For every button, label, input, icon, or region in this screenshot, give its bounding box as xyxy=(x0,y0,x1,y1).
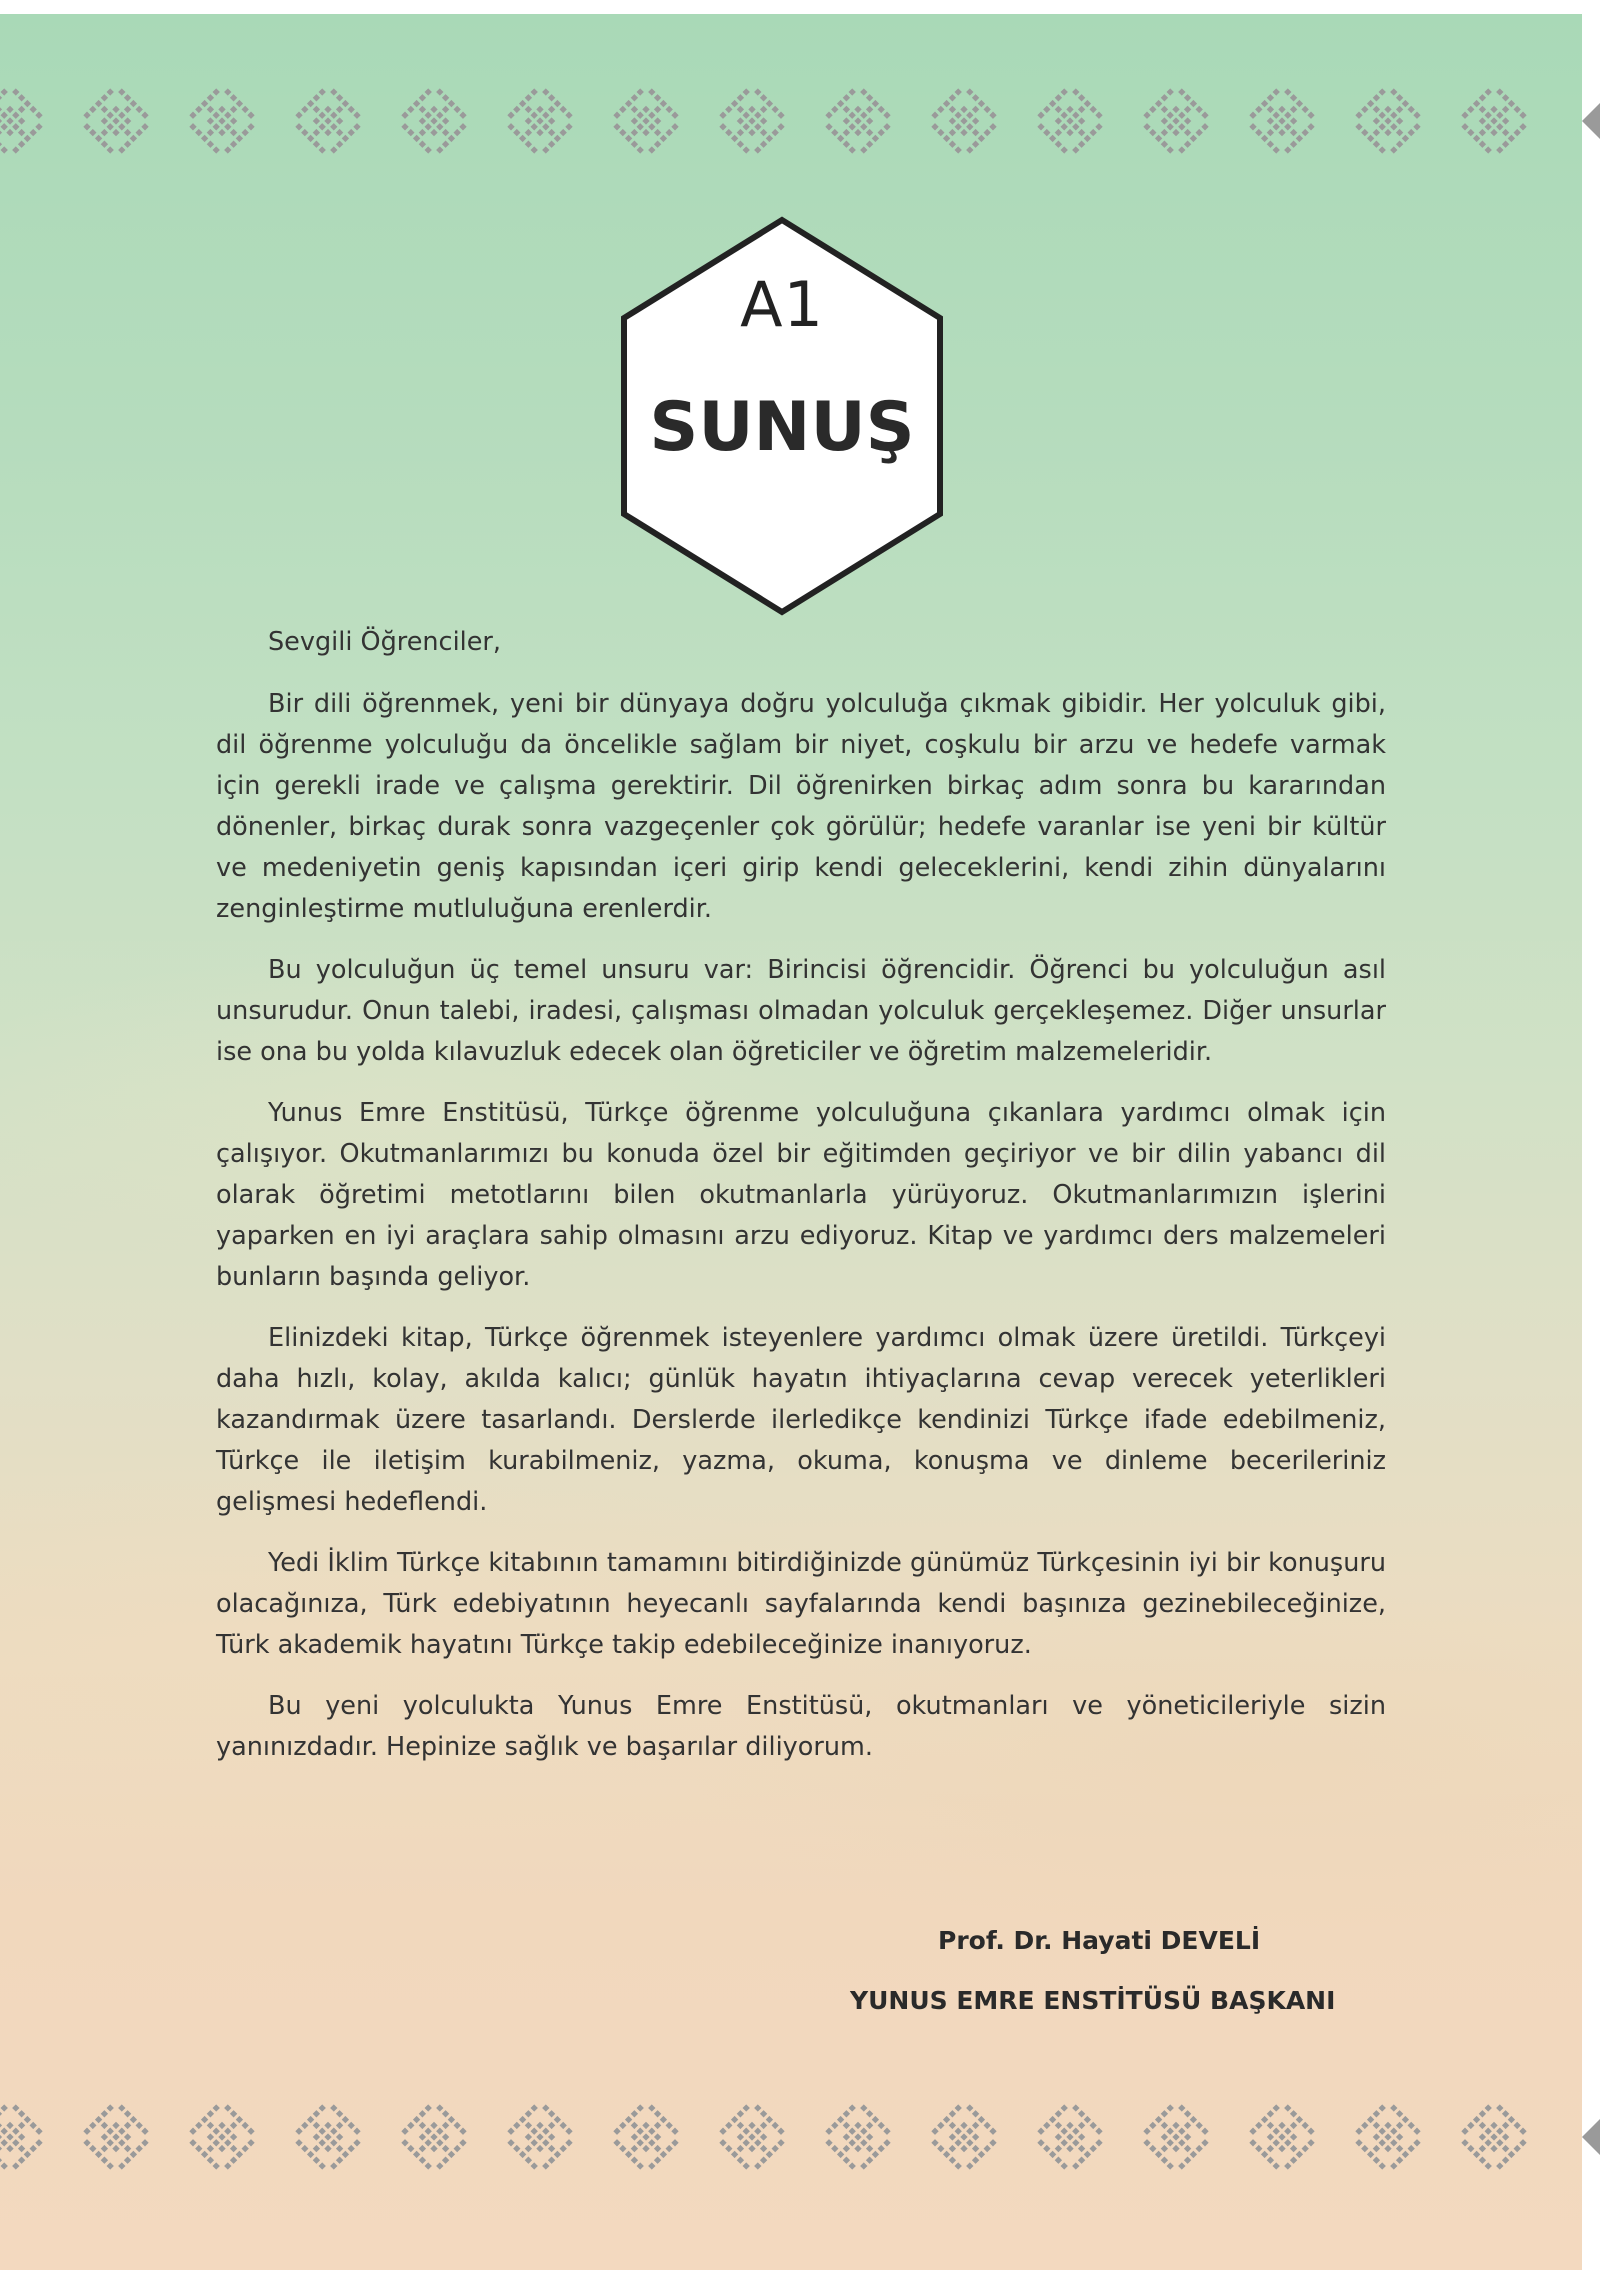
knot-pattern-icon xyxy=(714,83,791,160)
knot-pattern-icon xyxy=(820,83,897,160)
knot-pattern-icon xyxy=(608,83,685,160)
knot-pattern-icon xyxy=(290,2099,367,2176)
paragraph: Bir dili öğrenmek, yeni bir dünyaya doğru yolculuğa çıkmak gibidir. Her yolculuk gibi, dil öğrenme yolculuğu da öncelikle sağlam bir niyet, coşkulu bir arzu ve hedefe varmak için gerekli irade ve çalışma gerektirir. Dil öğrenirken birkaç adım sonra bu kararından dönenler, birkaç durak sonra vazgeçenler çok görülür; hedefe varanlar ise yeni bir kültür ve medeniyetin geniş kapısından içeri girip kendi geleceklerini, kendi zihin dünyalarını zenginleştirme mutluluğuna erenlerdir. xyxy=(216,689,1386,924)
knot-pattern-icon xyxy=(1138,2099,1215,2176)
knot-pattern-icon xyxy=(78,2099,155,2176)
paragraph: Bu yeni yolculukta Yunus Emre Enstitüsü, okutmanları ve yöneticileriyle sizin yanınızdadır. Hepinize sağlık ve başarılar diliyorum. xyxy=(216,1691,1386,1762)
knot-pattern-icon xyxy=(502,83,579,160)
knot-pattern-icon xyxy=(1138,83,1215,160)
knot-pattern-icon xyxy=(1456,83,1533,160)
knot-pattern-icon xyxy=(714,2099,791,2176)
knot-pattern-icon xyxy=(184,83,261,160)
paragraph: Yunus Emre Enstitüsü, Türkçe öğrenme yolculuğuna çıkanlara yardımcı olmak için çalışıyor. Okutmanlarımızı bu konuda özel bir eğitimden geçiriyor ve bir dilin yabancı dil olarak öğretimi metotlarını bilen okutmanlarla yürüyoruz. Okutmanlarımızın işlerini yaparken en iyi araçlara sahip olmasını arzu ediyoruz. Kitap ve yardımcı ders malzemeleri bunların başında geliyor. xyxy=(216,1098,1386,1292)
knot-pattern-icon xyxy=(502,2099,579,2176)
greeting: Sevgili Öğrenciler, xyxy=(268,627,502,657)
knot-pattern-icon xyxy=(608,2099,685,2176)
bottom-ornament-border xyxy=(0,2094,1582,2180)
knot-pattern-icon xyxy=(820,2099,897,2176)
edge-ornament-icon xyxy=(1582,2094,1600,2180)
knot-pattern-icon xyxy=(0,83,48,160)
knot-pattern-icon xyxy=(0,2099,48,2176)
knot-pattern-icon xyxy=(1244,83,1321,160)
edge-ornament-icon xyxy=(1582,78,1600,164)
knot-pattern-icon xyxy=(926,2099,1003,2176)
knot-pattern-icon xyxy=(396,2099,473,2176)
paragraph: Elinizdeki kitap, Türkçe öğrenmek isteyenlere yardımcı olmak üzere üretildi. Türkçeyi daha hızlı, kolay, akılda kalıcı; günlük hayatın ihtiyaçlarına cevap verecek yeterlikleri kazandırmak üzere tasarlandı. Derslerde ilerledikçe kendinizi Türkçe ifade edebilmeniz, Türkçe ile iletişim kurabilmeniz, yazma, okuma, konuşma ve dinleme becerileriniz gelişmesi hedeflendi. xyxy=(216,1323,1386,1517)
knot-pattern-icon xyxy=(396,83,473,160)
knot-pattern-icon xyxy=(1032,2099,1109,2176)
signature-name: Prof. Dr. Hayati DEVELİ xyxy=(938,1926,1261,1955)
knot-pattern-icon xyxy=(1032,83,1109,160)
unit-code: A1 xyxy=(740,268,824,341)
knot-pattern-icon xyxy=(1350,2099,1427,2176)
knot-pattern-icon xyxy=(1456,2099,1533,2176)
knot-pattern-icon xyxy=(184,2099,261,2176)
paragraph: Yedi İklim Türkçe kitabının tamamını bitirdiğinizde günümüz Türkçesinin iyi bir konuşuru olacağınıza, Türk edebiyatının heyecanlı sayfalarında kendi başınıza gezinebileceğinize, Türk akademik hayatını Türkçe takip edebileceğinize inanıyoruz. xyxy=(216,1548,1386,1660)
signature-role: YUNUS EMRE ENSTİTÜSÜ BAŞKANI xyxy=(850,1986,1336,2015)
knot-pattern-icon xyxy=(1244,2099,1321,2176)
page-title: SUNUŞ xyxy=(649,388,915,467)
page-edge xyxy=(1582,0,1600,2284)
paragraph: Bu yolculuğun üç temel unsuru var: Birincisi öğrencidir. Öğrenci bu yolculuğun asıl unsurudur. Onun talebi, iradesi, çalışması olmadan yolculuk gerçekleşemez. Diğer unsurlar ise ona bu yolda kılavuzluk edecek olan öğreticiler ve öğretim malzemeleridir. xyxy=(216,955,1386,1067)
top-ornament-border xyxy=(0,78,1582,164)
letter-body xyxy=(216,622,1386,1788)
knot-pattern-icon xyxy=(1350,83,1427,160)
knot-pattern-icon xyxy=(290,83,367,160)
knot-pattern-icon xyxy=(926,83,1003,160)
knot-pattern-icon xyxy=(78,83,155,160)
page xyxy=(0,14,1582,2270)
